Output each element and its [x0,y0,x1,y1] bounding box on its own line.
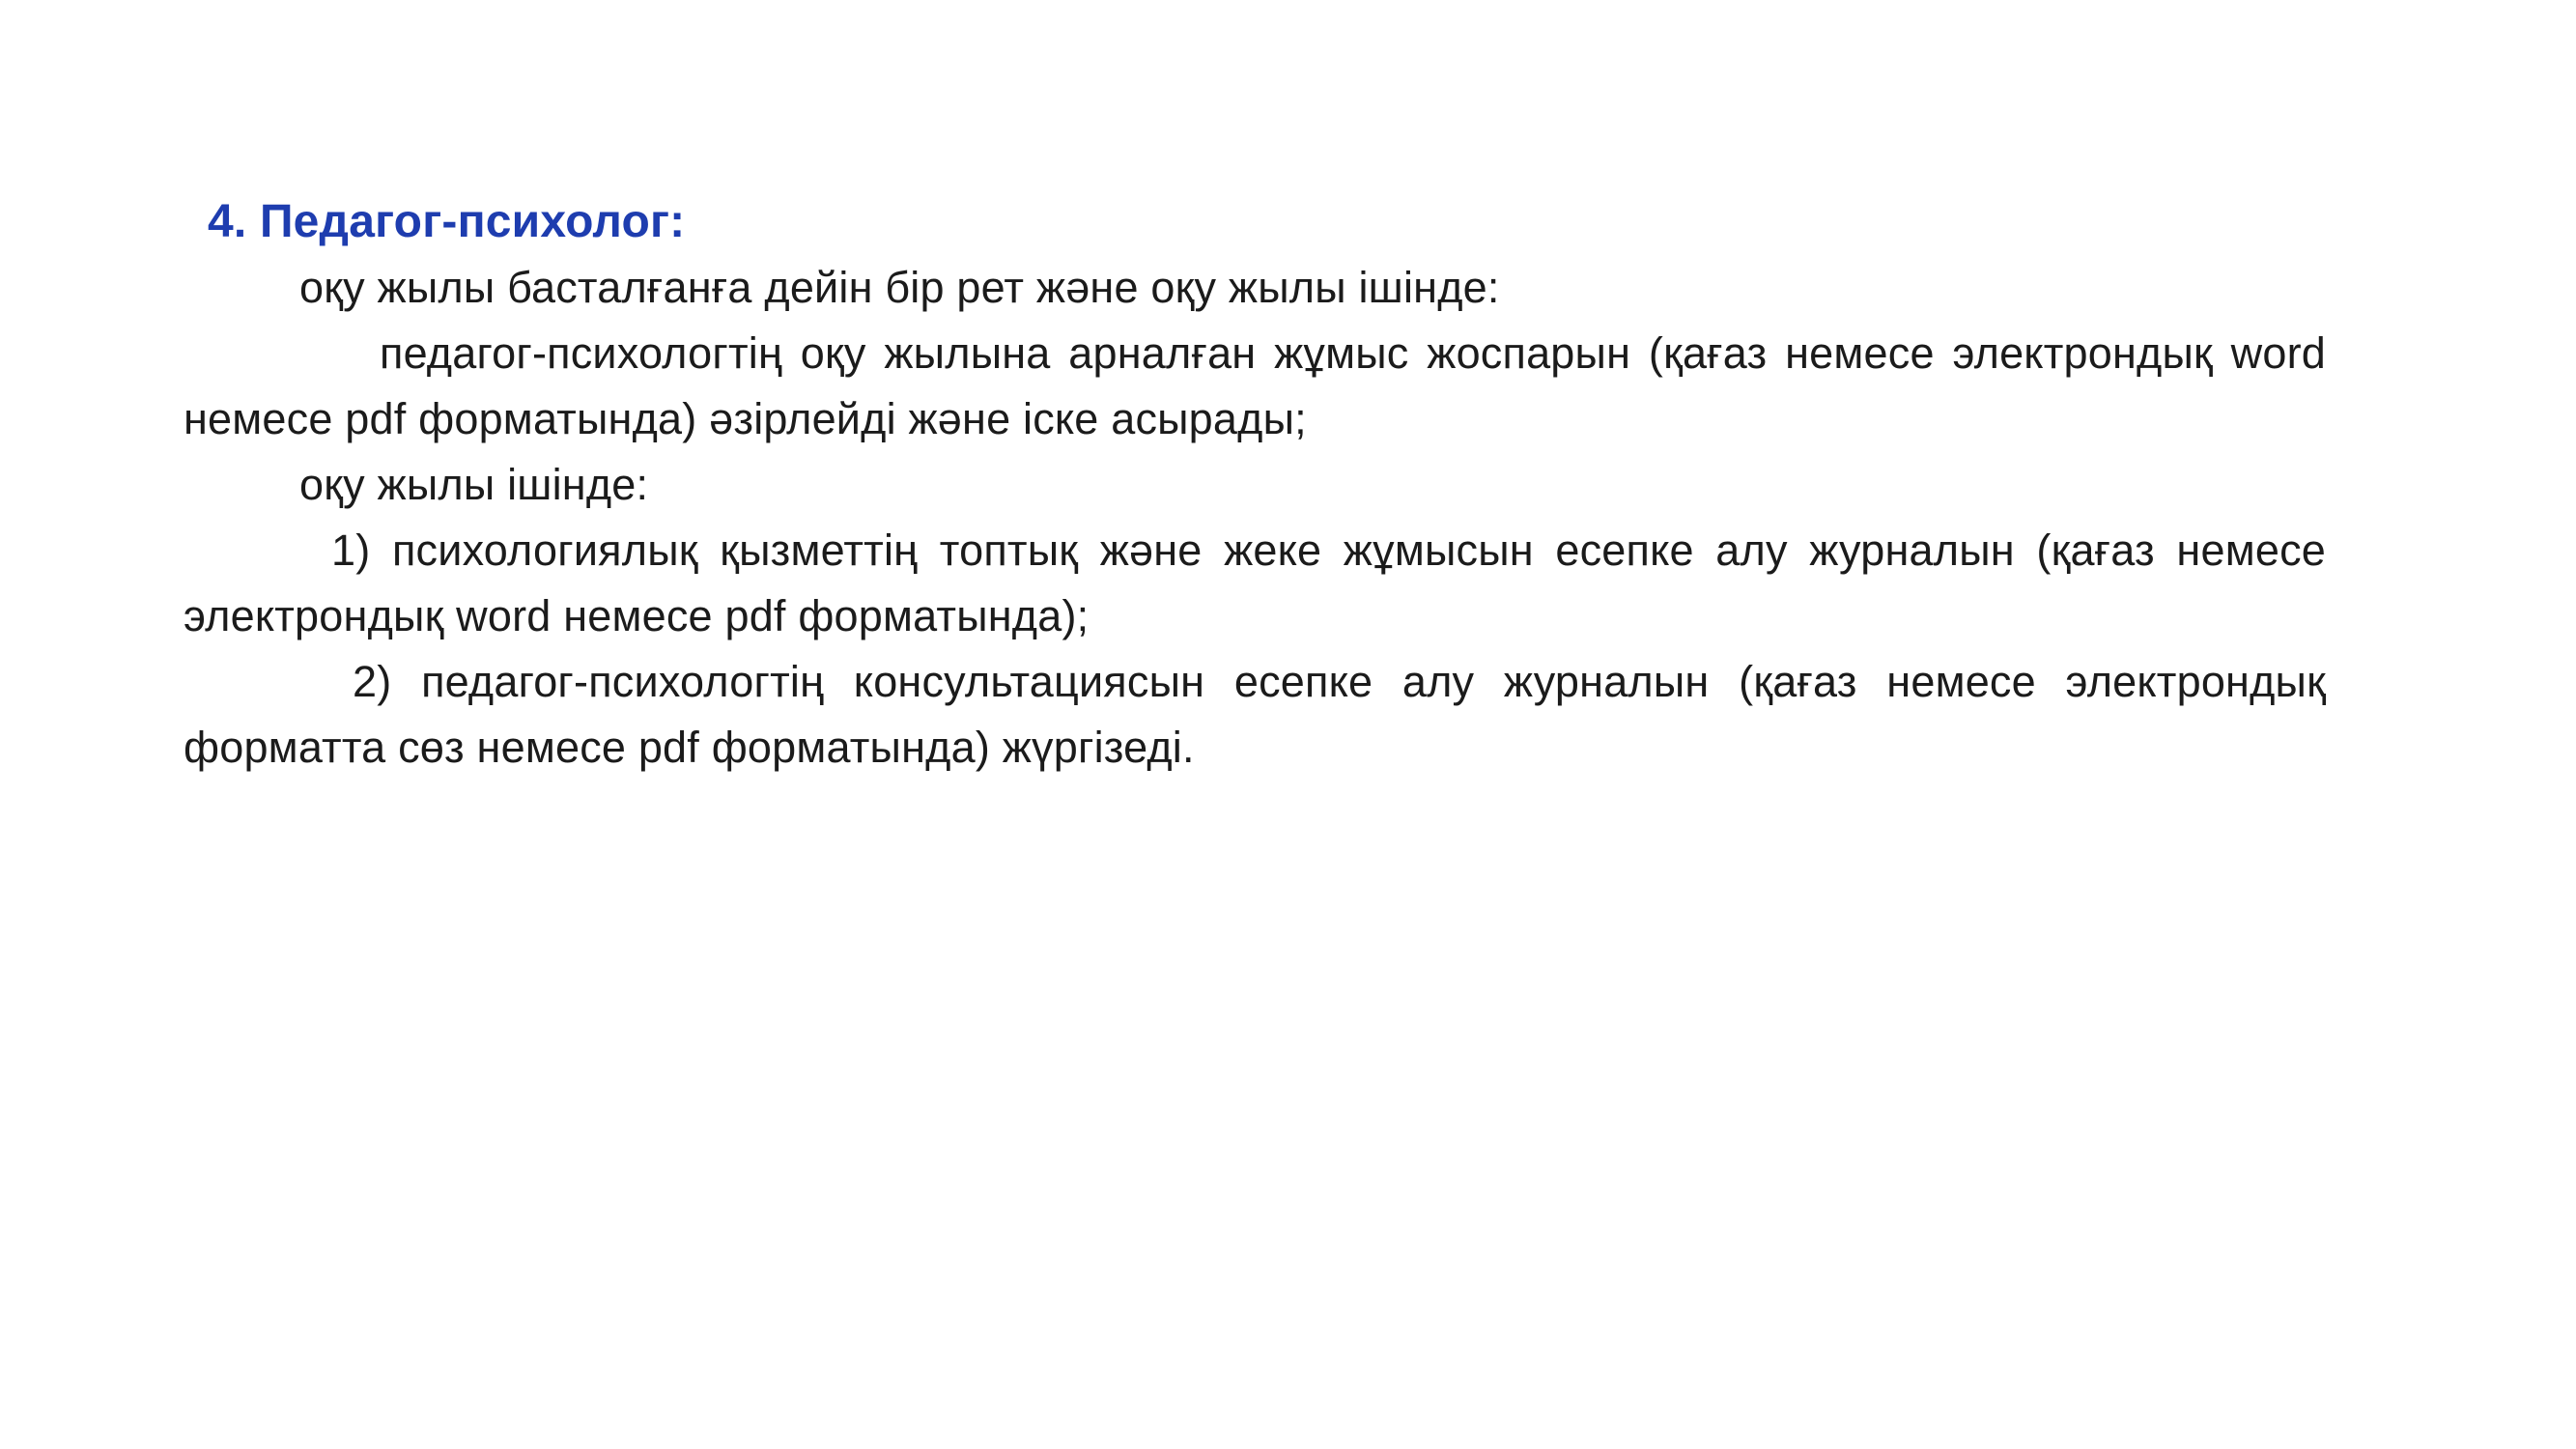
paragraph-during-school-year: оқу жылы ішінде: [299,460,649,509]
paragraph-list-item-1: 1) психологиялық қызметтің топтық және жеке жұмысын есепке алу журналын (қағаз немесе электрондық word немесе pdf форматында); [184,526,2326,640]
paragraph-frequency-intro: оқу жылы басталғанға дейін бір рет және оқу жылы ішінде: [299,263,1500,312]
document-text-block [184,189,2326,781]
section-heading: 4. Педагог-психолог: [208,196,686,247]
paragraph-list-item-2: 2) педагог-психологтің консультациясын есепке алу журналын (қағаз немесе электрондық форматта сөз немесе pdf форматында) жүргізеді. [184,657,2326,772]
paragraph-work-plan: педагог-психологтің оқу жылына арналған жұмыс жоспарын (қағаз немесе электрондық word немесе pdf форматында) әзірлейді және іске асырады; [184,328,2326,443]
